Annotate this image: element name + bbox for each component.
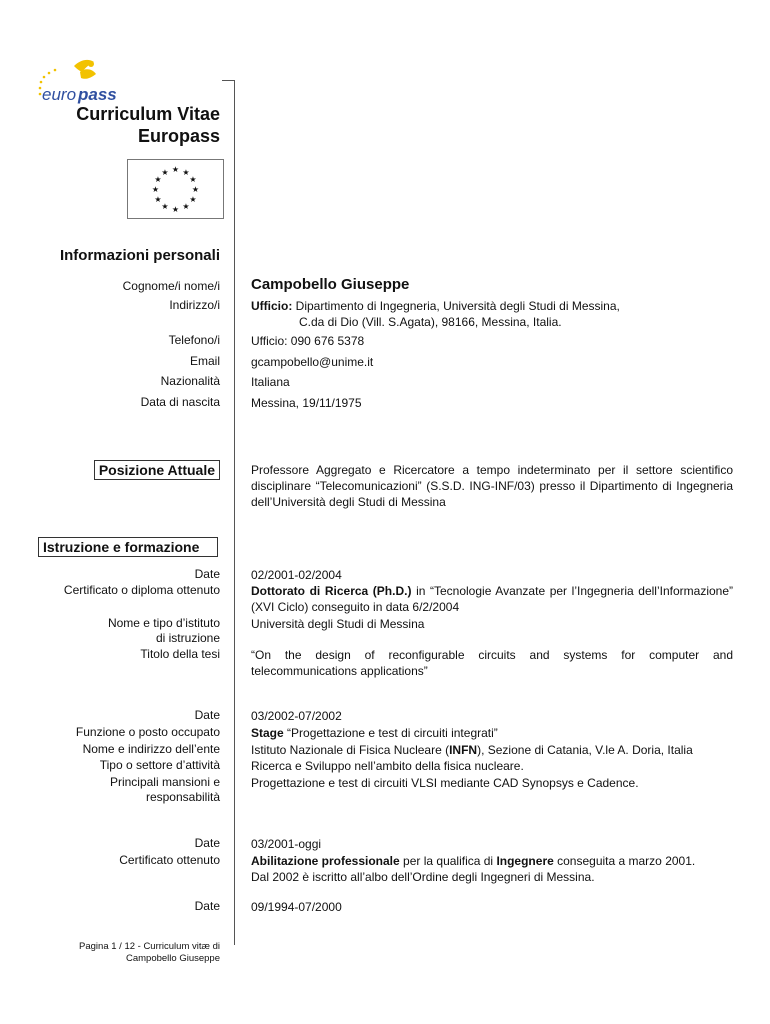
edu1-cert	[251, 583, 733, 615]
edu1-date: 02/2001-02/2004	[251, 568, 342, 582]
edu2-duties-label: Principali mansioni e responsabilità	[109, 775, 220, 804]
address-prefix: Ufficio:	[251, 299, 293, 313]
edu3-cert-mid: per la qualifica di	[399, 854, 497, 868]
edu3-date-label: Date	[194, 836, 220, 850]
edu2-employer-pre: Istituto Nazionale di Fisica Nucleare (	[251, 743, 450, 757]
education-heading: Istruzione e formazione	[38, 537, 218, 557]
page-footer	[79, 941, 220, 965]
personal-info-heading: Informazioni personali	[59, 247, 220, 264]
address-label: Indirizzo/i	[169, 298, 220, 312]
name-label: Cognome/i nome/i	[122, 279, 220, 293]
edu1-inst-label: Nome e tipo d’istituto di istruzione	[107, 616, 220, 645]
svg-text:★: ★	[182, 202, 190, 211]
edu2-role	[251, 725, 733, 741]
edu1-thesis: “On the design of reconfigurable circuits and systems for computer and telecommunications applications”	[251, 648, 733, 678]
edu1-date-label: Date	[194, 567, 220, 581]
address-line2: C.da di Dio (Vill. S.Agata), 98166, Messina, Italia.	[299, 315, 562, 329]
edu2-duties: Progettazione e test di circuiti VLSI mediante CAD Synopsys e Cadence.	[251, 776, 639, 790]
svg-text:★: ★	[191, 185, 200, 194]
edu3-cert-line2: Dal 2002 è iscritto all’albo dell’Ordine degli Ingegneri di Messina.	[251, 870, 595, 884]
phone-label: Telefono/i	[168, 333, 220, 347]
svg-text:★: ★	[161, 202, 169, 211]
svg-text:★: ★	[161, 168, 169, 177]
edu3-cert	[251, 853, 733, 869]
edu2-role-label: Funzione o posto occupato	[75, 725, 220, 739]
edu1-thesis-label: Titolo della tesi	[140, 647, 220, 661]
edu4-date-label: Date	[194, 899, 220, 913]
email-label: Email	[189, 354, 220, 368]
edu3-cert-qual: Ingegnere	[496, 854, 554, 868]
cv-title-line2: Europass	[137, 126, 220, 146]
svg-text:★: ★	[182, 168, 190, 177]
eu-stars-icon	[128, 160, 223, 218]
svg-text:pass: pass	[78, 85, 117, 104]
edu2-sector-label: Tipo o settore d’attività	[99, 758, 220, 772]
cv-title-line1: Curriculum Vitae	[76, 104, 220, 124]
nationality-value: Italiana	[251, 375, 290, 389]
address-line1: Dipartimento di Ingegneria, Università degli Studi di Messina,	[295, 299, 620, 313]
edu3-cert-title: Abilitazione professionale	[251, 854, 400, 868]
europass-logo-icon	[36, 58, 136, 104]
edu2-date: 03/2002-07/2002	[251, 709, 342, 723]
svg-text:★: ★	[189, 195, 197, 204]
edu2-employer-post: ), Sezione di Catania, V.le A. Doria, Italia	[477, 743, 693, 757]
edu1-cert-detail: in “Tecnologie Avanzate per l’Ingegneria dell’Informazione” (XVI Ciclo) conseguito in data 6/2/2004	[251, 584, 734, 614]
edu2-role-type: Stage	[251, 726, 284, 740]
svg-text:★: ★	[189, 175, 197, 184]
svg-text:★: ★	[171, 165, 180, 174]
edu2-employer-abbr: INFN	[449, 743, 478, 757]
svg-text:euro: euro	[42, 85, 77, 104]
europass-logo	[36, 58, 136, 104]
edu2-employer	[251, 742, 733, 758]
phone-value: Ufficio: 090 676 5378	[251, 334, 365, 348]
position-text: Professore Aggregato e Ricercatore a tempo indeterminato per il settore scientifico disciplinare “Telecomunicazioni” (S.S.D. ING-INF/03) presso il Dipartimento di Ingegneria dell’Università degli Studi di Messina	[251, 463, 733, 509]
eu-flag	[127, 159, 224, 219]
svg-text:★: ★	[154, 195, 162, 204]
edu2-employer-label: Nome e indirizzo dell’ente	[82, 742, 220, 756]
position-heading: Posizione Attuale	[94, 460, 220, 480]
birth-label: Data di nascita	[140, 395, 220, 409]
edu2-sector: Ricerca e Sviluppo nell’ambito della fisica nucleare.	[251, 759, 524, 773]
cv-title	[76, 103, 220, 147]
edu3-cert-end: conseguita a marzo 2001.	[553, 854, 696, 868]
edu2-role-detail: “Progettazione e test di circuiti integrati”	[283, 726, 498, 740]
edu4-date: 09/1994-07/2000	[251, 900, 342, 914]
footer-line2: Campobello Giuseppe	[125, 953, 220, 964]
edu3-cert-label: Certificato ottenuto	[119, 853, 220, 867]
top-tick-divider	[222, 80, 235, 81]
email-value[interactable]: gcampobello@unime.it	[251, 355, 374, 369]
address-value	[251, 298, 733, 314]
svg-text:★: ★	[151, 185, 160, 194]
edu3-date: 03/2001-oggi	[251, 837, 322, 851]
birth-value: Messina, 19/11/1975	[251, 396, 362, 410]
svg-text:★: ★	[171, 205, 180, 214]
edu2-date-label: Date	[194, 708, 220, 722]
edu1-cert-label: Certificato o diploma ottenuto	[63, 583, 220, 597]
edu1-cert-title: Dottorato di Ricerca (Ph.D.)	[251, 584, 412, 598]
vertical-divider	[234, 80, 235, 945]
nationality-label: Nazionalità	[160, 374, 220, 388]
svg-text:★: ★	[154, 175, 162, 184]
footer-line1: Pagina 1 / 12 - Curriculum vitæ di	[79, 941, 220, 952]
person-name: Campobello Giuseppe	[251, 276, 410, 293]
edu1-inst: Università degli Studi di Messina	[251, 617, 425, 631]
